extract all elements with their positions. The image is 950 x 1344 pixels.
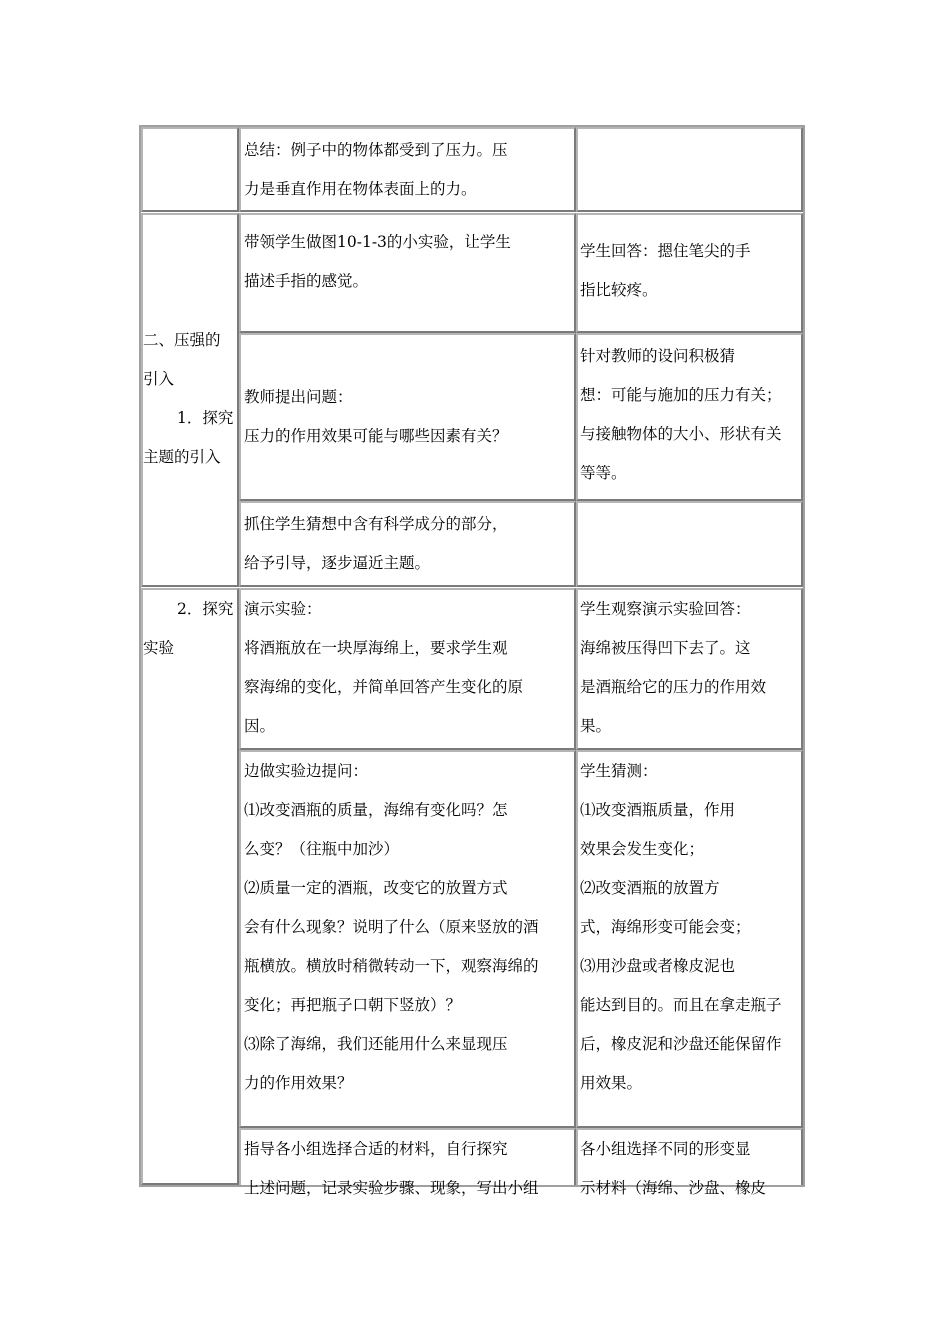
text-line: 带领学生做图10-1-3的小实验，让学生 [244, 233, 511, 251]
text-line: 效果会发生变化； [580, 840, 705, 858]
cell-student-observe [576, 588, 803, 750]
cell-summary-stage [141, 127, 239, 212]
cell-summary-teacher [239, 127, 576, 212]
text-line: 用效果。 [580, 1074, 643, 1092]
cell-teacher-small-experiment [239, 213, 576, 333]
text-line: 因。 [244, 717, 276, 735]
text-line: 示材料（海绵、沙盘、橡皮 [580, 1179, 767, 1197]
text-line: 能达到目的。而且在拿走瓶子 [580, 996, 782, 1014]
text-line: 察海绵的变化，并简单回答产生变化的原 [244, 678, 524, 696]
text-line: ⑶除了海绵，我们还能用什么来显现压 [244, 1035, 508, 1053]
text-line: ⑵改变酒瓶的放置方 [580, 879, 720, 897]
text-line: 各小组选择不同的形变显 [580, 1140, 751, 1158]
cell-teacher-group-guide [239, 1128, 576, 1197]
text-line: 上述问题，记录实验步骤、现象，写出小组 [244, 1179, 539, 1197]
text-line: ⑴改变酒瓶的质量，海绵有变化吗？怎 [244, 801, 508, 819]
text-line: 给予引导，逐步逼近主题。 [244, 554, 431, 572]
text-line: ⑴改变酒瓶质量，作用 [580, 801, 736, 819]
text-line: 实验 [143, 639, 175, 657]
text-line: 是酒瓶给它的压力的作用效 [580, 678, 767, 696]
text-line: 1．探究 [177, 409, 234, 427]
text-line: 变化；再把瓶子口朝下竖放）？ [244, 996, 462, 1014]
text-line: ⑶用沙盘或者橡皮泥也 [580, 957, 736, 975]
text-line: 力的作用效果？ [244, 1074, 353, 1092]
text-line: 与接触物体的大小、形状有关 [580, 425, 782, 443]
text-line: 等等。 [580, 464, 627, 482]
text-line: 主题的引入 [143, 448, 221, 466]
text-line: 学生猜测： [580, 762, 658, 780]
cell-summary-student [576, 127, 803, 212]
text-line: 瓶横放。横放时稍微转动一下，观察海绵的 [244, 957, 539, 975]
text-line: 指导各小组选择合适的材料，自行探究 [244, 1140, 508, 1158]
text-line: 会有什么现象？说明了什么（原来竖放的酒 [244, 918, 539, 936]
text-line: 压力的作用效果可能与哪些因素有关？ [244, 427, 508, 445]
text-line: 想：可能与施加的压力有关； [580, 386, 782, 404]
cell-student-empty [576, 501, 803, 587]
text-line: 后，橡皮泥和沙盘还能保留作 [580, 1035, 782, 1053]
cell-stage-explore-experiment [141, 588, 239, 1185]
text-line: 边做实验边提问： [244, 762, 369, 780]
text-line: 海绵被压得凹下去了。这 [580, 639, 751, 657]
cell-student-group-choose [576, 1128, 803, 1197]
cell-student-predict [576, 750, 803, 1128]
text-line: 么变？（往瓶中加沙） [244, 840, 400, 858]
cell-student-guess [576, 333, 803, 501]
text-line: 抓住学生猜想中含有科学成分的部分， [244, 515, 508, 533]
text-line: 针对教师的设问积极猜 [580, 347, 736, 365]
cell-teacher-guide [239, 501, 576, 587]
text-line: 描述手指的感觉。 [244, 272, 369, 290]
text-line: 2．探究 [177, 600, 234, 618]
text-line: 果。 [580, 717, 612, 735]
text-line: 二、压强的 [143, 331, 221, 349]
cell-teacher-ask-while-doing [239, 750, 576, 1128]
text-line: 学生观察演示实验回答： [580, 600, 751, 618]
text-line: 学生回答：摁住笔尖的手 [580, 242, 751, 260]
cell-stage-pressure-intro [141, 213, 239, 587]
cell-teacher-question [239, 333, 576, 501]
text-line: 式，海绵形变可能会变； [580, 918, 751, 936]
text-line: 教师提出问题： [244, 388, 353, 406]
text-line: 将酒瓶放在一块厚海绵上，要求学生观 [244, 639, 508, 657]
text-line: 总结：例子中的物体都受到了压力。压 [244, 141, 508, 159]
text-line: 演示实验： [244, 600, 322, 618]
cell-teacher-demo [239, 588, 576, 750]
text-line: 引入 [143, 370, 175, 388]
text-line: 力是垂直作用在物体表面上的力。 [244, 180, 477, 198]
text-line: ⑵质量一定的酒瓶，改变它的放置方式 [244, 879, 508, 897]
cell-student-finger-answer [576, 213, 803, 333]
text-line: 指比较疼。 [580, 281, 658, 299]
